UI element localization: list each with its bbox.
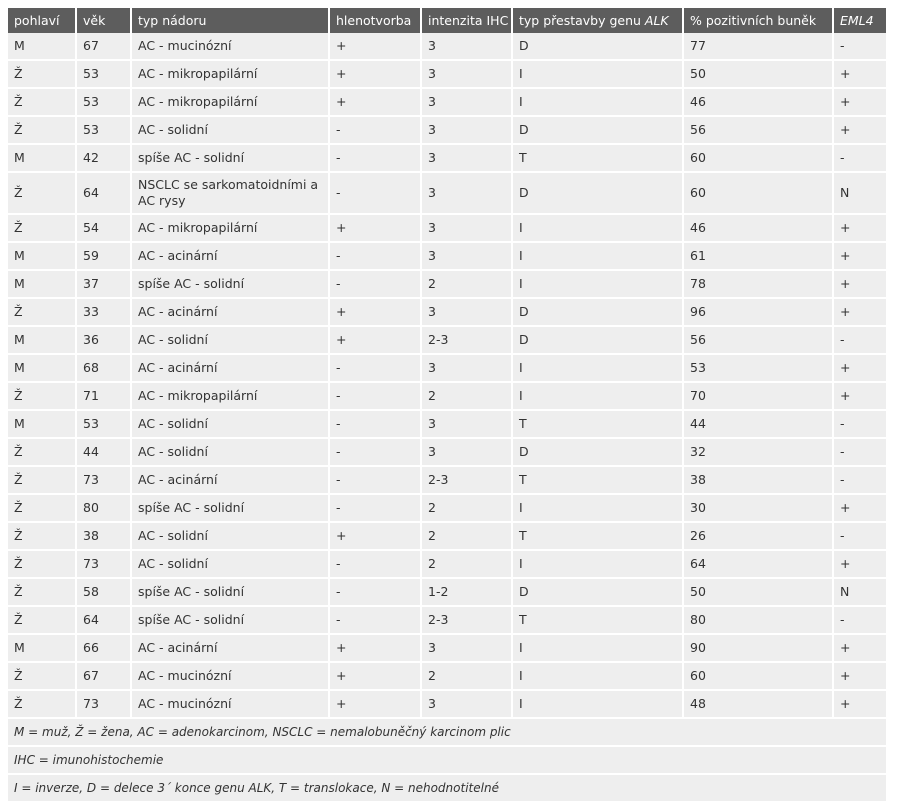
footnote: M = muž, Ž = žena, AC = adenokarcinom, NSCLC = nemalobuněčný karcinom plic <box>8 718 886 746</box>
cell-age: 38 <box>76 522 131 550</box>
cell-ihc-intensity: 3 <box>421 172 512 214</box>
table-row <box>8 550 886 578</box>
cell-age: 36 <box>76 326 131 354</box>
table-row <box>8 382 886 410</box>
table-row <box>8 634 886 662</box>
cell-eml4: + <box>833 116 886 144</box>
table-row <box>8 144 886 172</box>
footnote: I = inverze, D = delece 3´ konce genu ALK, T = translokace, N = nehodnotitelné <box>8 774 886 802</box>
cell-tumor-type: AC - solidní <box>131 438 329 466</box>
cell-ihc-intensity: 3 <box>421 214 512 242</box>
cell-rearrangement: I <box>512 494 683 522</box>
header-age: věk <box>76 8 131 33</box>
footnote-row <box>8 774 886 802</box>
cell-rearrangement: I <box>512 214 683 242</box>
cell-sex: Ž <box>8 172 76 214</box>
cell-tumor-type: AC - acinární <box>131 298 329 326</box>
cell-rearrangement: I <box>512 354 683 382</box>
cell-positive-cells: 70 <box>683 382 833 410</box>
cell-mucus: - <box>329 606 421 634</box>
cell-positive-cells: 60 <box>683 662 833 690</box>
cell-age: 66 <box>76 634 131 662</box>
cell-mucus: - <box>329 116 421 144</box>
cell-rearrangement: D <box>512 33 683 60</box>
cell-eml4: + <box>833 690 886 718</box>
cell-rearrangement: I <box>512 270 683 298</box>
table-row <box>8 60 886 88</box>
cell-sex: M <box>8 326 76 354</box>
cell-ihc-intensity: 3 <box>421 410 512 438</box>
table-body <box>8 33 886 802</box>
cell-mucus: + <box>329 690 421 718</box>
cell-mucus: - <box>329 550 421 578</box>
cell-ihc-intensity: 3 <box>421 298 512 326</box>
table-row <box>8 606 886 634</box>
cell-tumor-type: AC - acinární <box>131 466 329 494</box>
cell-ihc-intensity: 3 <box>421 116 512 144</box>
cell-rearrangement: D <box>512 172 683 214</box>
cell-tumor-type: AC - mucinózní <box>131 690 329 718</box>
cell-ihc-intensity: 3 <box>421 354 512 382</box>
cell-mucus: - <box>329 172 421 214</box>
cell-sex: Ž <box>8 438 76 466</box>
header-sex: pohlaví <box>8 8 76 33</box>
cell-age: 42 <box>76 144 131 172</box>
cell-sex: Ž <box>8 606 76 634</box>
cell-eml4: + <box>833 354 886 382</box>
cell-sex: M <box>8 144 76 172</box>
cell-age: 53 <box>76 410 131 438</box>
cell-age: 67 <box>76 33 131 60</box>
cell-ihc-intensity: 3 <box>421 144 512 172</box>
cell-eml4: - <box>833 410 886 438</box>
cell-ihc-intensity: 2-3 <box>421 326 512 354</box>
table-row <box>8 494 886 522</box>
cell-eml4: N <box>833 172 886 214</box>
cell-mucus: - <box>329 354 421 382</box>
header-eml4: EML4 <box>833 8 886 33</box>
cell-eml4: - <box>833 522 886 550</box>
cell-eml4: + <box>833 634 886 662</box>
cell-rearrangement: I <box>512 382 683 410</box>
table-row <box>8 33 886 60</box>
cell-mucus: + <box>329 33 421 60</box>
cell-age: 73 <box>76 690 131 718</box>
table-row <box>8 172 886 214</box>
cell-tumor-type: AC - mikropapilární <box>131 214 329 242</box>
cell-eml4: - <box>833 33 886 60</box>
cell-eml4: - <box>833 606 886 634</box>
cell-tumor-type: spíše AC - solidní <box>131 144 329 172</box>
cell-rearrangement: I <box>512 88 683 116</box>
cell-ihc-intensity: 3 <box>421 438 512 466</box>
cell-rearrangement: T <box>512 144 683 172</box>
cell-rearrangement: I <box>512 242 683 270</box>
cell-positive-cells: 80 <box>683 606 833 634</box>
cell-tumor-type: spíše AC - solidní <box>131 270 329 298</box>
cell-eml4: + <box>833 242 886 270</box>
cell-mucus: + <box>329 634 421 662</box>
cell-eml4: + <box>833 60 886 88</box>
cell-tumor-type: AC - acinární <box>131 242 329 270</box>
cell-positive-cells: 48 <box>683 690 833 718</box>
cell-eml4: + <box>833 662 886 690</box>
header-mucus: hlenotvorba <box>329 8 421 33</box>
cell-rearrangement: D <box>512 578 683 606</box>
cell-sex: M <box>8 354 76 382</box>
table-row <box>8 438 886 466</box>
cell-eml4: N <box>833 578 886 606</box>
cell-sex: Ž <box>8 116 76 144</box>
table-row <box>8 326 886 354</box>
header-rearrangement-gene: ALK <box>644 13 669 28</box>
table-row <box>8 298 886 326</box>
cell-positive-cells: 53 <box>683 354 833 382</box>
cell-sex: Ž <box>8 662 76 690</box>
cell-sex: Ž <box>8 88 76 116</box>
cell-sex: Ž <box>8 382 76 410</box>
cell-rearrangement: D <box>512 438 683 466</box>
cell-sex: Ž <box>8 690 76 718</box>
cell-positive-cells: 32 <box>683 438 833 466</box>
cell-rearrangement: D <box>512 116 683 144</box>
cell-sex: Ž <box>8 494 76 522</box>
cell-age: 80 <box>76 494 131 522</box>
cell-positive-cells: 50 <box>683 578 833 606</box>
cell-ihc-intensity: 3 <box>421 88 512 116</box>
cell-mucus: - <box>329 578 421 606</box>
cell-ihc-intensity: 3 <box>421 690 512 718</box>
cell-ihc-intensity: 2 <box>421 550 512 578</box>
table-row <box>8 354 886 382</box>
table-row <box>8 214 886 242</box>
cell-sex: Ž <box>8 214 76 242</box>
header-positive-cells: % pozitivních buněk <box>683 8 833 33</box>
cell-eml4: - <box>833 466 886 494</box>
cell-ihc-intensity: 2-3 <box>421 466 512 494</box>
cell-tumor-type: AC - mucinózní <box>131 662 329 690</box>
cell-age: 64 <box>76 606 131 634</box>
cell-eml4: + <box>833 214 886 242</box>
table-header <box>8 8 886 33</box>
cell-tumor-type: NSCLC se sarkomatoidními a AC rysy <box>131 172 329 214</box>
cell-sex: M <box>8 270 76 298</box>
table-row <box>8 88 886 116</box>
cell-eml4: - <box>833 144 886 172</box>
cell-mucus: - <box>329 242 421 270</box>
table-row <box>8 662 886 690</box>
cell-ihc-intensity: 2 <box>421 494 512 522</box>
cell-tumor-type: AC - solidní <box>131 522 329 550</box>
cell-mucus: - <box>329 438 421 466</box>
cell-mucus: - <box>329 410 421 438</box>
cell-age: 44 <box>76 438 131 466</box>
cell-sex: Ž <box>8 298 76 326</box>
cell-eml4: + <box>833 298 886 326</box>
header-tumor-type: typ nádoru <box>131 8 329 33</box>
cell-rearrangement: T <box>512 466 683 494</box>
cell-age: 33 <box>76 298 131 326</box>
cell-rearrangement: I <box>512 634 683 662</box>
cell-rearrangement: D <box>512 326 683 354</box>
cell-positive-cells: 46 <box>683 214 833 242</box>
cell-tumor-type: AC - solidní <box>131 116 329 144</box>
table-row <box>8 466 886 494</box>
cell-rearrangement: I <box>512 550 683 578</box>
cell-eml4: + <box>833 494 886 522</box>
cell-rearrangement: I <box>512 60 683 88</box>
cell-positive-cells: 38 <box>683 466 833 494</box>
cell-tumor-type: AC - mikropapilární <box>131 60 329 88</box>
table-row <box>8 522 886 550</box>
cell-positive-cells: 78 <box>683 270 833 298</box>
cell-positive-cells: 77 <box>683 33 833 60</box>
cell-sex: Ž <box>8 550 76 578</box>
cell-positive-cells: 61 <box>683 242 833 270</box>
cell-ihc-intensity: 2-3 <box>421 606 512 634</box>
cell-rearrangement: I <box>512 690 683 718</box>
cell-ihc-intensity: 2 <box>421 382 512 410</box>
cell-age: 68 <box>76 354 131 382</box>
cell-positive-cells: 90 <box>683 634 833 662</box>
cell-ihc-intensity: 3 <box>421 242 512 270</box>
table-row <box>8 690 886 718</box>
cell-rearrangement: T <box>512 410 683 438</box>
cell-mucus: + <box>329 522 421 550</box>
cell-ihc-intensity: 3 <box>421 634 512 662</box>
cell-positive-cells: 96 <box>683 298 833 326</box>
cell-age: 53 <box>76 116 131 144</box>
cell-tumor-type: spíše AC - solidní <box>131 606 329 634</box>
table-row <box>8 410 886 438</box>
cell-mucus: - <box>329 270 421 298</box>
cell-ihc-intensity: 3 <box>421 33 512 60</box>
cell-tumor-type: AC - acinární <box>131 354 329 382</box>
cell-positive-cells: 56 <box>683 326 833 354</box>
cell-age: 53 <box>76 60 131 88</box>
cell-eml4: + <box>833 382 886 410</box>
header-rearrangement <box>512 8 683 33</box>
cell-mucus: - <box>329 144 421 172</box>
cell-age: 58 <box>76 578 131 606</box>
cell-rearrangement: I <box>512 662 683 690</box>
cell-sex: Ž <box>8 466 76 494</box>
cell-mucus: - <box>329 494 421 522</box>
cell-age: 37 <box>76 270 131 298</box>
cell-positive-cells: 44 <box>683 410 833 438</box>
table-row <box>8 242 886 270</box>
cell-age: 71 <box>76 382 131 410</box>
table-row <box>8 116 886 144</box>
cell-sex: Ž <box>8 522 76 550</box>
cell-eml4: + <box>833 550 886 578</box>
cell-eml4: - <box>833 438 886 466</box>
cell-positive-cells: 26 <box>683 522 833 550</box>
cell-eml4: + <box>833 270 886 298</box>
cell-age: 54 <box>76 214 131 242</box>
cell-tumor-type: spíše AC - solidní <box>131 578 329 606</box>
alk-results-table <box>8 8 886 803</box>
cell-age: 73 <box>76 550 131 578</box>
cell-mucus: + <box>329 298 421 326</box>
cell-mucus: + <box>329 662 421 690</box>
cell-tumor-type: AC - mikropapilární <box>131 88 329 116</box>
header-row <box>8 8 886 33</box>
table-row <box>8 270 886 298</box>
footnote: IHC = imunohistochemie <box>8 746 886 774</box>
cell-sex: Ž <box>8 578 76 606</box>
table-container <box>8 8 886 803</box>
cell-mucus: + <box>329 88 421 116</box>
cell-tumor-type: AC - solidní <box>131 410 329 438</box>
header-rearrangement-prefix: typ přestavby genu <box>519 13 645 28</box>
cell-rearrangement: D <box>512 298 683 326</box>
footnote-row <box>8 718 886 746</box>
cell-eml4: - <box>833 326 886 354</box>
cell-tumor-type: AC - solidní <box>131 326 329 354</box>
cell-sex: M <box>8 33 76 60</box>
cell-mucus: - <box>329 382 421 410</box>
cell-age: 73 <box>76 466 131 494</box>
cell-tumor-type: AC - mucinózní <box>131 33 329 60</box>
cell-mucus: + <box>329 326 421 354</box>
cell-tumor-type: AC - mikropapilární <box>131 382 329 410</box>
cell-sex: Ž <box>8 60 76 88</box>
cell-rearrangement: T <box>512 606 683 634</box>
header-ihc-intensity: intenzita IHC <box>421 8 512 33</box>
cell-sex: M <box>8 242 76 270</box>
cell-sex: M <box>8 634 76 662</box>
cell-positive-cells: 60 <box>683 144 833 172</box>
cell-ihc-intensity: 2 <box>421 270 512 298</box>
cell-positive-cells: 60 <box>683 172 833 214</box>
cell-ihc-intensity: 3 <box>421 60 512 88</box>
cell-ihc-intensity: 1-2 <box>421 578 512 606</box>
cell-mucus: + <box>329 214 421 242</box>
cell-age: 67 <box>76 662 131 690</box>
cell-ihc-intensity: 2 <box>421 662 512 690</box>
cell-age: 64 <box>76 172 131 214</box>
cell-mucus: - <box>329 466 421 494</box>
footnote-row <box>8 746 886 774</box>
cell-rearrangement: T <box>512 522 683 550</box>
cell-age: 59 <box>76 242 131 270</box>
cell-tumor-type: AC - acinární <box>131 634 329 662</box>
cell-positive-cells: 30 <box>683 494 833 522</box>
cell-positive-cells: 64 <box>683 550 833 578</box>
table-row <box>8 578 886 606</box>
cell-age: 53 <box>76 88 131 116</box>
cell-ihc-intensity: 2 <box>421 522 512 550</box>
cell-tumor-type: AC - solidní <box>131 550 329 578</box>
cell-positive-cells: 46 <box>683 88 833 116</box>
cell-eml4: + <box>833 88 886 116</box>
cell-sex: M <box>8 410 76 438</box>
cell-tumor-type: spíše AC - solidní <box>131 494 329 522</box>
cell-positive-cells: 56 <box>683 116 833 144</box>
cell-mucus: + <box>329 60 421 88</box>
cell-positive-cells: 50 <box>683 60 833 88</box>
